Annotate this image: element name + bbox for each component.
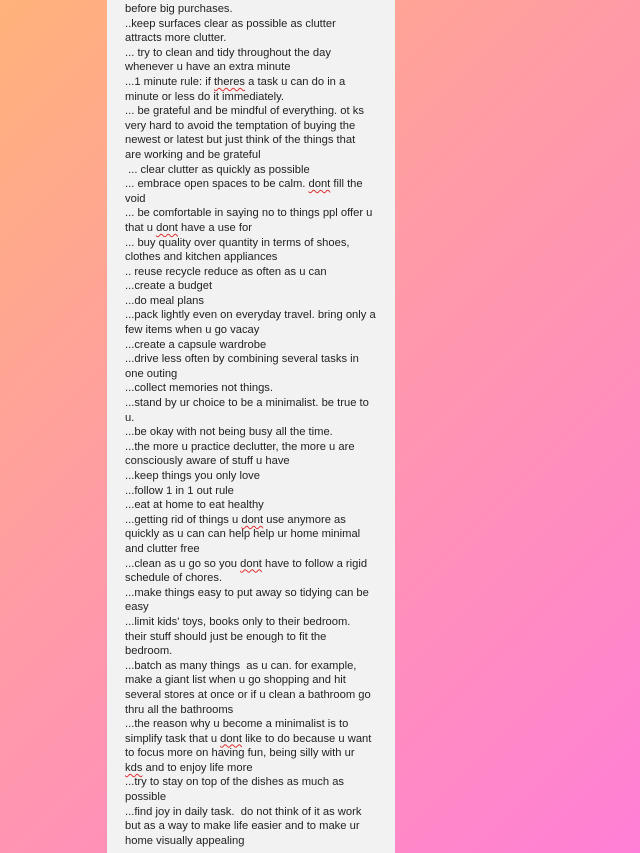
note-line: ... embrace open spaces to be calm. dont fill the (125, 178, 363, 191)
note-line: consciously aware of stuff u have (125, 455, 290, 468)
note-line: ...limit kids' toys, books only to their bedroom. (125, 615, 351, 628)
note-line: ...batch as many things as u can. for example, (125, 659, 357, 672)
note-line: bedroom. (125, 645, 173, 658)
note-line: ...find joy in daily task. do not think of it as work (125, 805, 362, 818)
note-line: are working and be grateful (125, 148, 261, 161)
note-line: ...eat at home to eat healthy (125, 499, 264, 512)
spellcheck-word: dont (308, 178, 331, 191)
note-line: attracts more clutter. (125, 32, 227, 45)
note-line: ...create a budget (125, 280, 213, 293)
note-line: whenever u have an extra minute (125, 61, 291, 74)
note-line: ...1 minute rule: if theres a task u can do in a (125, 75, 346, 88)
note-line: void (125, 192, 146, 205)
note-line: to focus more on having fun, being silly with ur (125, 747, 355, 760)
note-line: but as a way to make life easier and to make ur (125, 820, 360, 833)
note-line: ...try to stay on top of the dishes as much as (125, 776, 345, 789)
note-line: ...make things easy to put away so tidying can be (125, 586, 369, 599)
note-line: ... try to clean and tidy throughout the day (125, 46, 331, 59)
note-line: ..keep surfaces clear as possible as clutter (125, 17, 336, 30)
note-line: easy (125, 601, 149, 614)
note-line: newest or latest but just think of the things that (125, 134, 356, 147)
note-line: make a giant list when u go shopping and hit (125, 674, 346, 687)
note-line: ...drive less often by combining several tasks in (125, 353, 359, 366)
note-line: ...the reason why u become a minimalist is to (125, 718, 349, 731)
note-line: simplify task that u dont like to do because u want (125, 732, 372, 745)
note-line: minute or less do it immediately. (125, 90, 285, 103)
note-panel (107, 0, 395, 853)
spellcheck-word: dont (240, 557, 262, 570)
note-line: and clutter free (125, 542, 200, 555)
note-line: before big purchases. (125, 3, 233, 15)
note-line: ... buy quality over quantity in terms of shoes, (125, 236, 350, 249)
note-line: ... be grateful and be mindful of everything. ot ks (125, 105, 364, 118)
note-line: ... be comfortable in saying no to things ppl offer u (125, 207, 373, 220)
note-line: kds and to enjoy life more (125, 761, 253, 774)
note-line: possible (125, 791, 167, 804)
note-line: few items when u go vacay (125, 324, 260, 337)
note-line: ... clear clutter as quickly as possible (128, 163, 310, 176)
note-line: ...clean as u go so you dont have to follow a rigid (125, 557, 368, 570)
note-line: clothes and kitchen appliances (125, 251, 278, 264)
note-line: u. (125, 411, 135, 424)
note-line: several stores at once or if u clean a bathroom go (125, 688, 371, 701)
note-line: ...getting rid of things u dont use anymore as (125, 513, 346, 526)
note-line: ...create a capsule wardrobe (125, 338, 267, 351)
note-line: very hard to avoid the temptation of buying the (125, 119, 356, 132)
note-line: ...stand by ur choice to be a minimalist. be true to (125, 397, 369, 410)
spellcheck-word: dont (241, 513, 264, 526)
note-line: ...do meal plans (125, 294, 204, 307)
note-line: home visually appealing (125, 834, 245, 847)
note-line: their stuff should just be enough to fit the (125, 630, 327, 643)
note-line: quickly as u can can help help ur home minimal (125, 528, 361, 541)
note-line: ...follow 1 in 1 out rule (125, 484, 234, 497)
note-line: ...be okay with not being busy all the time. (125, 426, 333, 439)
spellcheck-word: dont (220, 732, 242, 745)
note-line: ...keep things you only love (125, 470, 260, 482)
note-line: .. reuse recycle reduce as often as u can (125, 265, 327, 278)
note-line: ...collect memories not things. (125, 382, 274, 395)
note-line: ...pack lightly even on everyday travel. bring only a (125, 309, 376, 322)
spellcheck-word: dont (156, 221, 178, 234)
note-line: ...the more u practice declutter, the more u are (125, 440, 355, 453)
note-line: thru all the bathrooms (125, 703, 234, 716)
note-line: one outing (125, 367, 178, 380)
note-line: schedule of chores. (125, 572, 223, 585)
spellcheck-word: theres (213, 75, 246, 88)
note-line: that u dont have a use for (125, 221, 252, 234)
spellcheck-word: kds (125, 761, 143, 774)
